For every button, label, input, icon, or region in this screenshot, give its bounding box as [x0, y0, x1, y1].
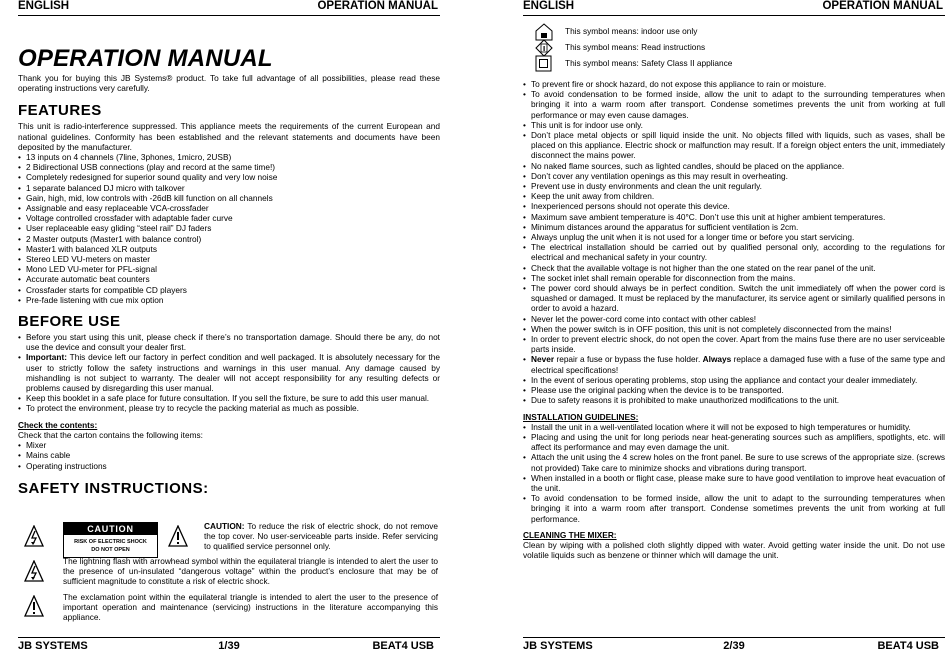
safety-item-text: Always unplug the unit when it is not used for a longer time or before you start servicing. — [531, 232, 855, 243]
safety-item-text: Check that the available voltage is not higher than the one stated on the rear panel of the unit. — [531, 262, 876, 273]
footer-brand: JB SYSTEMS — [523, 640, 593, 652]
contents-item-text: Mixer — [26, 440, 47, 451]
safety-item — [523, 181, 945, 191]
safety-item — [523, 89, 945, 120]
page-title: OPERATION MANUAL — [18, 45, 273, 72]
header-manual-title: OPERATION MANUAL — [822, 0, 943, 12]
lightning-symbol-icon — [24, 560, 44, 582]
feature-text: Gain, high, mid, low controls with -26dB kill function on all channels — [26, 192, 273, 203]
header-manual-title: OPERATION MANUAL — [317, 0, 438, 12]
symbol-row-class2 — [523, 55, 945, 71]
feature-item — [18, 244, 440, 254]
feature-item — [18, 264, 440, 274]
safety-item — [523, 120, 945, 130]
caution-label-box — [63, 522, 158, 558]
exclamation-description: The exclamation point within the equilateral triangle is intended to alert the user to the presence of important operation and maintenance (servicing) instructions in the literature accompanying this appliance. — [63, 592, 438, 623]
safety-item — [523, 242, 945, 262]
header-language: ENGLISH — [18, 0, 70, 12]
installation-item — [523, 473, 945, 493]
safety-item — [523, 191, 945, 201]
footer-page-number: 2/39 — [723, 640, 745, 652]
header-language: ENGLISH — [523, 0, 575, 12]
safety-item-text: Please use the original packing when the device is to be transported. — [531, 385, 784, 396]
caution-text: To reduce the risk of electric shock, do not remove the top cover. No user-serviceable parts inside. Refer servicing to qualified service personnel only. — [204, 521, 438, 552]
feature-text: Accurate automatic beat counters — [26, 274, 150, 285]
safety-item-text: Don’t place metal objects or spill liquid inside the unit. No objects filled with liquids, such as vases, shall be placed on this appliance. Electric shock or malfunction may result. If a foreign object enters the unit, immediately disconnect the mains power. — [531, 130, 945, 161]
safety-item — [523, 79, 945, 89]
caution-bold-label: CAUTION: — [204, 521, 245, 531]
safety-item-text: When the power switch is in OFF position, this unit is not completely disconnected from the mains! — [531, 323, 892, 334]
caution-area — [18, 520, 440, 626]
safety-item-text: The electrical installation should be carried out by qualified personal only, according to the regulations for electrical and mechanical safety in your country. — [531, 242, 945, 263]
feature-text: User replaceable easy gliding “steel rail” DJ faders — [26, 223, 212, 234]
before-item-text: This device left our factory in perfect condition and well packaged. It is absolutely necessary for the user to strictly follow the safety instructions and warnings in this user manual. Any damage caused by mishandling is not subject to warranty. The dealer will not accept responsibility for any resulting defects or problems caused by disregarding this user manual. — [26, 352, 440, 394]
exclamation-warning-icon — [168, 525, 188, 547]
safety-item-text: Prevent use in dusty environments and clean the unit regularly. — [531, 181, 762, 192]
features-list — [18, 152, 440, 305]
safety-item-text: Due to safety reasons it is prohibited to make unauthorized modifications to the unit. — [531, 395, 840, 406]
installation-item-text: When installed in a booth or flight case, please make sure to have good ventilation to improve heat evacuation of the unit. — [531, 472, 945, 493]
double-square-icon — [535, 55, 553, 73]
feature-text: Completely redesigned for superior sound quality and very low noise — [26, 172, 278, 183]
feature-text: Pre-fade listening with cue mix option — [26, 294, 164, 305]
safety-item — [523, 263, 945, 273]
safety-item-text: Inexperienced persons should not operate this device. — [531, 201, 730, 212]
safety-item-text: Keep the unit away from children. — [531, 191, 655, 202]
contents-item — [18, 450, 440, 460]
feature-item — [18, 285, 440, 295]
safety-item — [523, 171, 945, 181]
safety-item — [523, 385, 945, 395]
contents-heading: Check the contents: — [18, 419, 98, 430]
symbol-legend — [523, 23, 945, 71]
safety-item-text: No naked flame sources, such as lighted candles, should be placed on the appliance. — [531, 160, 845, 171]
safety-item — [523, 354, 945, 374]
right-page-body — [523, 23, 945, 560]
safety-item — [523, 273, 945, 283]
safety-item-text: In order to prevent electric shock, do not open the cover. Apart from the mains fuse there are no user serviceable parts inside. — [531, 334, 945, 355]
safety-heading: SAFETY INSTRUCTIONS: — [18, 479, 209, 497]
installation-list — [523, 422, 945, 524]
feature-text: Crossfader starts for compatible CD players — [26, 284, 187, 295]
feature-text: Master1 with balanced XLR outputs — [26, 243, 157, 254]
installation-item — [523, 452, 945, 472]
caution-sub1: RISK OF ELECTRIC SHOCK — [74, 539, 147, 545]
installation-item — [523, 493, 945, 524]
feature-text: 2 Bidirectional USB connections (play and record at the same time!) — [26, 162, 276, 173]
left-page — [10, 0, 440, 654]
feature-text: 2 Master outputs (Master1 with balance control) — [26, 233, 202, 244]
safety-item — [523, 283, 945, 314]
safety-item — [523, 314, 945, 324]
feature-text: Assignable and easy replaceable VCA-crossfader — [26, 203, 209, 214]
caution-paragraph — [204, 521, 438, 552]
before-item-text: Before you start using this unit, please check if there’s no transportation damage. Should there be any, do not use the device and consult your dealer first. — [26, 332, 440, 353]
feature-item — [18, 254, 440, 264]
symbol-row-indoor — [523, 23, 945, 39]
safety-item-text: Maximum save ambient temperature is 40°C. Don’t use this unit at higher ambient temperatures. — [531, 211, 886, 222]
features-text: This unit is radio-interference suppressed. This appliance meets the requirements of the current European and national guidelines. Conformity has been established and the relevant statements and documents have been deposited by the manufacturer. — [18, 121, 440, 152]
feature-item — [18, 274, 440, 284]
safety-item-text: This unit is for indoor use only. — [531, 119, 643, 130]
exclamation-symbol-icon — [24, 595, 44, 617]
safety-item — [523, 324, 945, 334]
feature-item — [18, 234, 440, 244]
safety-item — [523, 334, 945, 354]
installation-item-text: Placing and using the unit for long periods near heat-generating sources such as amplifiers, spotlights, etc. will affect its performance and may even damage the unit. — [531, 431, 945, 453]
page-footer — [18, 637, 440, 654]
safety-item — [523, 161, 945, 171]
page-header — [523, 0, 945, 16]
feature-item — [18, 203, 440, 213]
contents-item-text: Operating instructions — [26, 460, 107, 471]
safety-item-text: The power cord should always be in perfect condition. Switch the unit immediately off when the power cord is squashed or damaged. It must be replaced by the manufacturer, its service agent or similarly qualified persons in order to avoid a hazard. — [531, 283, 945, 314]
contents-text: Check that the carton contains the following items: — [18, 429, 203, 440]
left-page-body — [18, 46, 440, 497]
safety-item — [523, 222, 945, 232]
caution-sub2: DO NOT OPEN — [91, 547, 130, 553]
intro-text: Thank you for buying this JB Systems® product. To take full advantage of all possibilities, please read these operating instructions very carefully. — [18, 73, 440, 94]
feature-text: 1 separate balanced DJ micro with talkover — [26, 182, 185, 193]
feature-item — [18, 162, 440, 172]
installation-heading: INSTALLATION GUIDELINES: — [523, 411, 639, 422]
lightning-description: The lightning flash with arrowhead symbol within the equilateral triangle is intended to alert the user to the presence of un-insulated “dangerous voltage” within the product’s enclosure that may be of sufficient magnitude to constitute a risk of electric shock. — [63, 556, 438, 587]
safety-item-text: In the event of serious operating problems, stop using the appliance and contact your dealer immediately. — [531, 374, 918, 385]
symbol-row-read — [523, 39, 945, 55]
feature-item — [18, 172, 440, 182]
safety-item-text: To avoid condensation to be formed inside, allow the unit to adapt to the surrounding temperatures when bringing it into a warm room after transport. Condense sometimes prevents the unit from working at full performance or may even cause damages. — [531, 89, 945, 120]
footer-page-number: 1/39 — [218, 640, 240, 652]
symbol-indoor-text: This symbol means: indoor use only — [565, 26, 698, 36]
safety-item — [523, 130, 945, 161]
safety-item — [523, 212, 945, 222]
symbol-class2-text: This symbol means: Safety Class II appliance — [565, 58, 733, 68]
contents-item — [18, 440, 440, 450]
cleaning-text: Clean by wiping with a polished cloth slightly dipped with water. Avoid getting water inside the unit. Do not use volatile liquids such as benzene or thinner which will damage the unit. — [523, 539, 945, 561]
safety-item-text: Never let the power-cord come into contact with other cables! — [531, 313, 757, 324]
before-use-item — [18, 332, 440, 352]
feature-text: Voltage controlled crossfader with adaptable fader curve — [26, 213, 233, 224]
contents-list — [18, 440, 440, 471]
installation-item-text: Attach the unit using the 4 screw holes on the front panel. Be sure to use screws of the appropriate size. (screws not provided) Take care to minimize shocks and vibrations during transport. — [531, 452, 945, 473]
safety-item-emphasis: Always — [702, 354, 732, 365]
contents-item-text: Mains cable — [26, 450, 71, 461]
installation-item — [523, 432, 945, 452]
safety-item — [523, 201, 945, 211]
feature-text: Stereo LED VU-meters on master — [26, 254, 151, 265]
feature-text: 13 inputs on 4 channels (7line, 3phones, 1micro, 2USB) — [26, 152, 232, 163]
safety-item — [523, 375, 945, 385]
feature-item — [18, 183, 440, 193]
before-item-text: Keep this booklet in a safe place for future consultation. If you sell the fixture, be sure to add this user manual. — [26, 393, 430, 404]
before-item-emphasis: Important: — [26, 352, 68, 363]
safety-item-emphasis: Never — [531, 354, 555, 365]
safety-list — [523, 79, 945, 406]
contents-item — [18, 461, 440, 471]
feature-item — [18, 152, 440, 162]
safety-item-text: Don’t cover any ventilation openings as this may result in overheating. — [531, 170, 788, 181]
features-heading: FEATURES — [18, 102, 102, 120]
feature-item — [18, 213, 440, 223]
before-use-list — [18, 332, 440, 414]
before-item-text: To protect the environment, please try to recycle the packing material as much as possible. — [26, 403, 359, 414]
before-use-item — [18, 352, 440, 393]
safety-item — [523, 232, 945, 242]
safety-item — [523, 395, 945, 405]
page-footer — [523, 637, 945, 654]
lightning-warning-icon — [24, 525, 44, 547]
installation-item-text: Install the unit in a well-ventilated location where it will not be exposed to high temperatures or humidity. — [531, 421, 911, 432]
cleaning-heading: CLEANING THE MIXER: — [523, 529, 617, 540]
footer-model: BEAT4 USB — [877, 640, 939, 652]
safety-item-text: The socket inlet shall remain operable for disconnection from the mains. — [531, 272, 796, 283]
installation-item-text: To avoid condensation to be formed inside, allow the unit to adapt to the surrounding temperatures when bringing it into a warm room after transport. Condense sometimes prevents the unit from working at full performance. — [531, 493, 945, 524]
footer-model: BEAT4 USB — [372, 640, 434, 652]
safety-item-text: repair a fuse or bypass the fuse holder. — [554, 354, 703, 365]
safety-item-text: replace a damaged fuse with a fuse of the same type and electrical specifications! — [531, 354, 945, 375]
footer-brand: JB SYSTEMS — [18, 640, 88, 652]
safety-item-text: Minimum distances around the apparatus for sufficient ventilation is 2cm. — [531, 221, 799, 232]
right-page — [515, 0, 945, 654]
symbol-read-text: This symbol means: Read instructions — [565, 42, 706, 52]
page-header — [18, 0, 440, 16]
before-use-item — [18, 393, 440, 403]
before-use-heading: BEFORE USE — [18, 313, 121, 331]
feature-text: Mono LED VU-meter for PFL-signal — [26, 264, 157, 275]
feature-item — [18, 295, 440, 305]
feature-item — [18, 193, 440, 203]
feature-item — [18, 223, 440, 233]
caution-label: CAUTION — [64, 523, 157, 535]
installation-item — [523, 422, 945, 432]
before-use-item — [18, 403, 440, 413]
safety-item-text: To prevent fire or shock hazard, do not expose this appliance to rain or moisture. — [531, 79, 827, 89]
